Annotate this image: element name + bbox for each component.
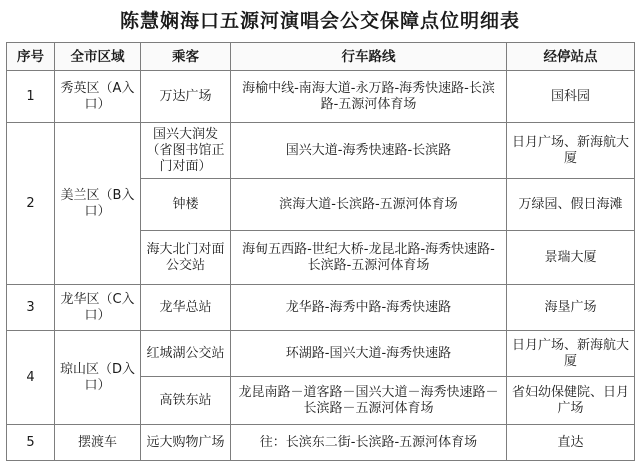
pickup-cell: 万达广场 xyxy=(141,71,231,123)
table-row xyxy=(7,425,635,461)
pickup-cell: 高铁东站 xyxy=(141,377,231,425)
pickup-cell: 远大购物广场 xyxy=(141,425,231,461)
stops-cell: 国科园 xyxy=(507,71,635,123)
row-number: 5 xyxy=(7,425,55,461)
header-area: 全市区域 xyxy=(55,43,141,71)
area-cell: 摆渡车 xyxy=(55,425,141,461)
area-cell: 龙华区（C入口） xyxy=(55,285,141,331)
table-row xyxy=(7,285,635,331)
row-number: 3 xyxy=(7,285,55,331)
area-cell: 秀英区（A入口） xyxy=(55,71,141,123)
page-title: 陈慧娴海口五源河演唱会公交保障点位明细表 xyxy=(119,10,520,32)
route-cell: 海甸五西路-世纪大桥-龙昆北路-海秀快速路-长滨路-五源河体育场 xyxy=(231,231,507,285)
route-cell: 龙华路-海秀中路-海秀快速路 xyxy=(231,285,507,331)
pickup-cell: 红城湖公交站 xyxy=(141,331,231,377)
area-cell: 琼山区（D入口） xyxy=(55,331,141,425)
table-row xyxy=(7,71,635,123)
pickup-cell: 海大北门对面公交站 xyxy=(141,231,231,285)
route-cell: 海榆中线-南海大道-永万路-海秀快速路-长滨路-五源河体育场 xyxy=(231,71,507,123)
pickup-cell: 钟楼 xyxy=(141,179,231,231)
stops-cell: 海垦广场 xyxy=(507,285,635,331)
route-cell: 龙昆南路－道客路－国兴大道－海秀快速路－长滨路－五源河体育场 xyxy=(231,377,507,425)
stops-cell: 万绿园、假日海滩 xyxy=(507,179,635,231)
stops-cell: 日月广场、新海航大厦 xyxy=(507,331,635,377)
header-row xyxy=(7,43,635,71)
stops-cell: 省妇幼保健院、日月广场 xyxy=(507,377,635,425)
route-cell: 环湖路-国兴大道-海秀快速路 xyxy=(231,331,507,377)
row-number: 1 xyxy=(7,71,55,123)
table-row xyxy=(7,123,635,179)
header-route: 行车路线 xyxy=(231,43,507,71)
pickup-cell: 龙华总站 xyxy=(141,285,231,331)
pickup-cell: 国兴大润发（省图书馆正门对面） xyxy=(141,123,231,179)
bus-schedule-table xyxy=(6,42,635,461)
route-cell: 往：长滨东二街-长滨路-五源河体育场 xyxy=(231,425,507,461)
stops-cell: 直达 xyxy=(507,425,635,461)
area-cell: 美兰区（B入口） xyxy=(55,123,141,285)
route-cell: 国兴大道-海秀快速路-长滨路 xyxy=(231,123,507,179)
table-row xyxy=(7,331,635,377)
route-cell: 滨海大道-长滨路-五源河体育场 xyxy=(231,179,507,231)
stops-cell: 景瑞大厦 xyxy=(507,231,635,285)
row-number: 2 xyxy=(7,123,55,285)
header-no: 序号 xyxy=(7,43,55,71)
row-number: 4 xyxy=(7,331,55,425)
header-pickup: 乘客 xyxy=(141,43,231,71)
header-stops: 经停站点 xyxy=(507,43,635,71)
stops-cell: 日月广场、新海航大厦 xyxy=(507,123,635,179)
